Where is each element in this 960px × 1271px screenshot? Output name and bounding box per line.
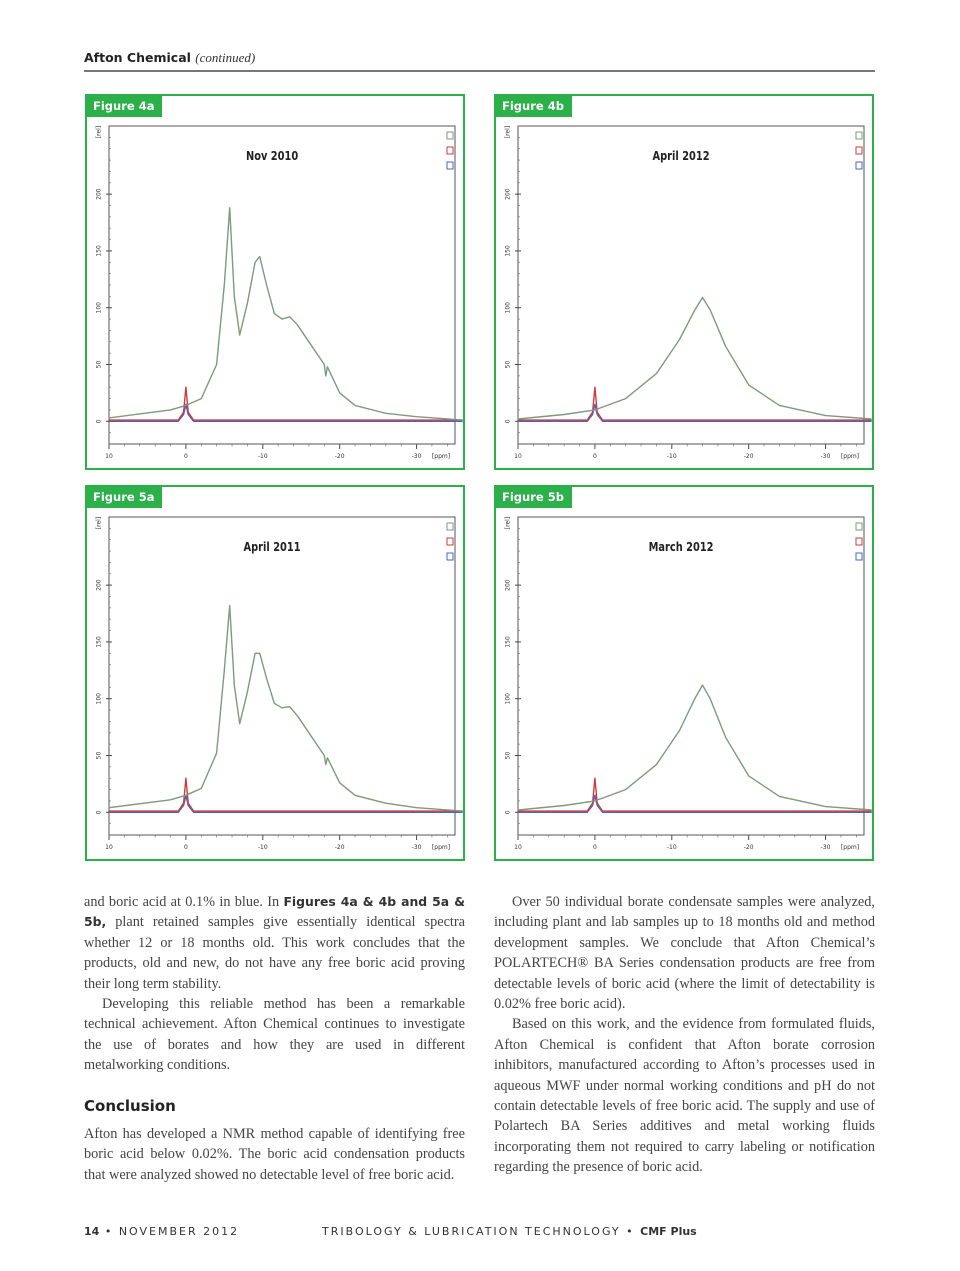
page-number: 14 <box>84 1225 100 1238</box>
paragraph: Over 50 individual borate condensate samples were analyzed, including plant and lab samples up to 18 months old and method development samples. We conclude that Afton Chemical’s POLARTECH® BA Series condensation products are free from detectable levels of boric acid (where the limit of detectability is 0.02% free boric acid). <box>494 894 875 1013</box>
legend-box-0 <box>856 132 862 139</box>
plot-frame <box>109 126 455 444</box>
issue-date: NOVEMBER 2012 <box>118 1225 240 1238</box>
figure-label: Figure 4a <box>87 96 162 117</box>
figure-5b <box>494 485 874 861</box>
x-tick-label: -30 <box>820 453 831 460</box>
y-tick-label: 200 <box>95 579 103 591</box>
plot-frame <box>518 517 864 835</box>
y-tick-label: 200 <box>504 579 512 591</box>
chart-title: April 2011 <box>243 540 301 555</box>
legend-box-0 <box>856 523 862 530</box>
x-tick-label: 0 <box>592 453 597 460</box>
legend-box-1 <box>447 147 453 154</box>
x-axis-label: [ppm] <box>431 844 451 851</box>
paragraph: Developing this reliable method has been a remarkable technical achievement. Afton Chemical continues to investigate the use of borates and how they are used in different metalworking conditions. <box>84 996 465 1074</box>
legend-box-2 <box>856 553 862 560</box>
running-header <box>84 50 255 66</box>
header-rule <box>84 70 875 72</box>
legend-box-1 <box>447 538 453 545</box>
figure-5a-chart <box>87 487 463 859</box>
x-tick-label: -30 <box>820 844 831 851</box>
y-tick-label: 100 <box>95 301 103 314</box>
x-tick-label: -20 <box>334 844 345 851</box>
y-axis-label: [rel] <box>504 516 512 530</box>
y-tick-label: 150 <box>504 636 512 648</box>
y-tick-label: 50 <box>504 360 512 369</box>
footer-center <box>322 1225 697 1238</box>
y-tick-label: 150 <box>504 245 512 257</box>
plot-frame <box>109 517 455 835</box>
text-run: and boric acid at 0.1% in blue. In <box>84 894 284 910</box>
legend-box-1 <box>856 147 862 154</box>
x-tick-label: -30 <box>411 844 422 851</box>
x-axis-label: [ppm] <box>840 453 860 460</box>
y-axis-label: [rel] <box>95 516 103 530</box>
y-tick-label: 0 <box>95 810 103 815</box>
y-tick-label: 0 <box>504 810 512 815</box>
figure-5a <box>85 485 465 861</box>
y-tick-label: 200 <box>95 188 103 200</box>
y-tick-label: 100 <box>504 301 512 314</box>
paragraph: Based on this work, and the evidence from formulated fluids, Afton Chemical is confident that Afton borate corrosion inhibitors, manufactured according to Afton’s processes used in aqueous MWF under normal working conditions and pH do not contain detectable levels of free boric acid. The supply and use of Polartech BA Series additives and metal working fluids incorporating them not required to carry labeling or notification regarding the presence of boric acid. <box>494 1016 875 1176</box>
header-continued: (continued) <box>195 50 256 65</box>
legend-box-2 <box>447 553 453 560</box>
figure-4a <box>85 94 465 470</box>
figure-label: Figure 5b <box>496 487 572 508</box>
x-tick-label: 0 <box>183 453 188 460</box>
chart-title: March 2012 <box>648 540 714 555</box>
y-tick-label: 150 <box>95 245 103 257</box>
y-tick-label: 0 <box>95 419 103 424</box>
footer-left <box>84 1225 239 1238</box>
section-heading: Conclusion <box>84 1096 176 1115</box>
y-tick-label: 0 <box>504 419 512 424</box>
y-axis-label: [rel] <box>95 125 103 139</box>
x-tick-label: -10 <box>666 453 677 460</box>
figure-label: Figure 5a <box>87 487 162 508</box>
x-tick-label: -20 <box>743 453 754 460</box>
chart-title: Nov 2010 <box>245 149 299 164</box>
x-tick-label: -10 <box>666 844 677 851</box>
y-tick-label: 50 <box>95 751 103 760</box>
y-tick-label: 100 <box>504 692 512 705</box>
text-run: plant retained samples give essentially identical spectra whether 12 or 18 months old. This work concludes that the products, old and new, do not have any free boric acid proving their long term stability. <box>84 914 465 992</box>
chart-title: April 2012 <box>652 149 710 164</box>
left-column <box>84 892 465 1185</box>
x-tick-label: 10 <box>514 453 522 460</box>
figure-4a-chart <box>87 96 463 468</box>
publication-name: TRIBOLOGY & LUBRICATION TECHNOLOGY <box>322 1225 621 1238</box>
figure-label: Figure 4b <box>496 96 572 117</box>
x-tick-label: -20 <box>743 844 754 851</box>
figure-4b <box>494 94 874 470</box>
section-name: CMF Plus <box>640 1225 697 1238</box>
x-tick-label: -10 <box>257 844 268 851</box>
footer-separator: • <box>626 1225 635 1238</box>
figure-4b-chart <box>496 96 872 468</box>
x-axis-label: [ppm] <box>431 453 451 460</box>
figure-5b-chart <box>496 487 872 859</box>
right-column <box>494 892 875 1178</box>
plot-frame <box>518 126 864 444</box>
y-axis-label: [rel] <box>504 125 512 139</box>
y-tick-label: 50 <box>504 751 512 760</box>
legend-box-1 <box>856 538 862 545</box>
x-tick-label: 10 <box>105 844 113 851</box>
legend-box-0 <box>447 523 453 530</box>
x-tick-label: -10 <box>257 453 268 460</box>
x-tick-label: 10 <box>105 453 113 460</box>
footer-separator: • <box>104 1225 114 1238</box>
legend-box-2 <box>447 162 453 169</box>
y-tick-label: 50 <box>95 360 103 369</box>
x-tick-label: 0 <box>592 844 597 851</box>
legend-box-0 <box>447 132 453 139</box>
legend-box-2 <box>856 162 862 169</box>
paragraph: Afton has developed a NMR method capable of identifying free boric acid below 0.02%. The boric acid condensation products that were analyzed showed no detectable level of free boric acid. <box>84 1126 465 1183</box>
figure-reference: Figures 4a & 4b and 5a & 5b, <box>84 894 465 930</box>
x-axis-label: [ppm] <box>840 844 860 851</box>
y-tick-label: 150 <box>95 636 103 648</box>
y-tick-label: 200 <box>504 188 512 200</box>
x-tick-label: -30 <box>411 453 422 460</box>
x-tick-label: -20 <box>334 453 345 460</box>
x-tick-label: 10 <box>514 844 522 851</box>
x-tick-label: 0 <box>183 844 188 851</box>
y-tick-label: 100 <box>95 692 103 705</box>
header-title: Afton Chemical <box>84 50 191 65</box>
paragraph <box>84 892 465 994</box>
